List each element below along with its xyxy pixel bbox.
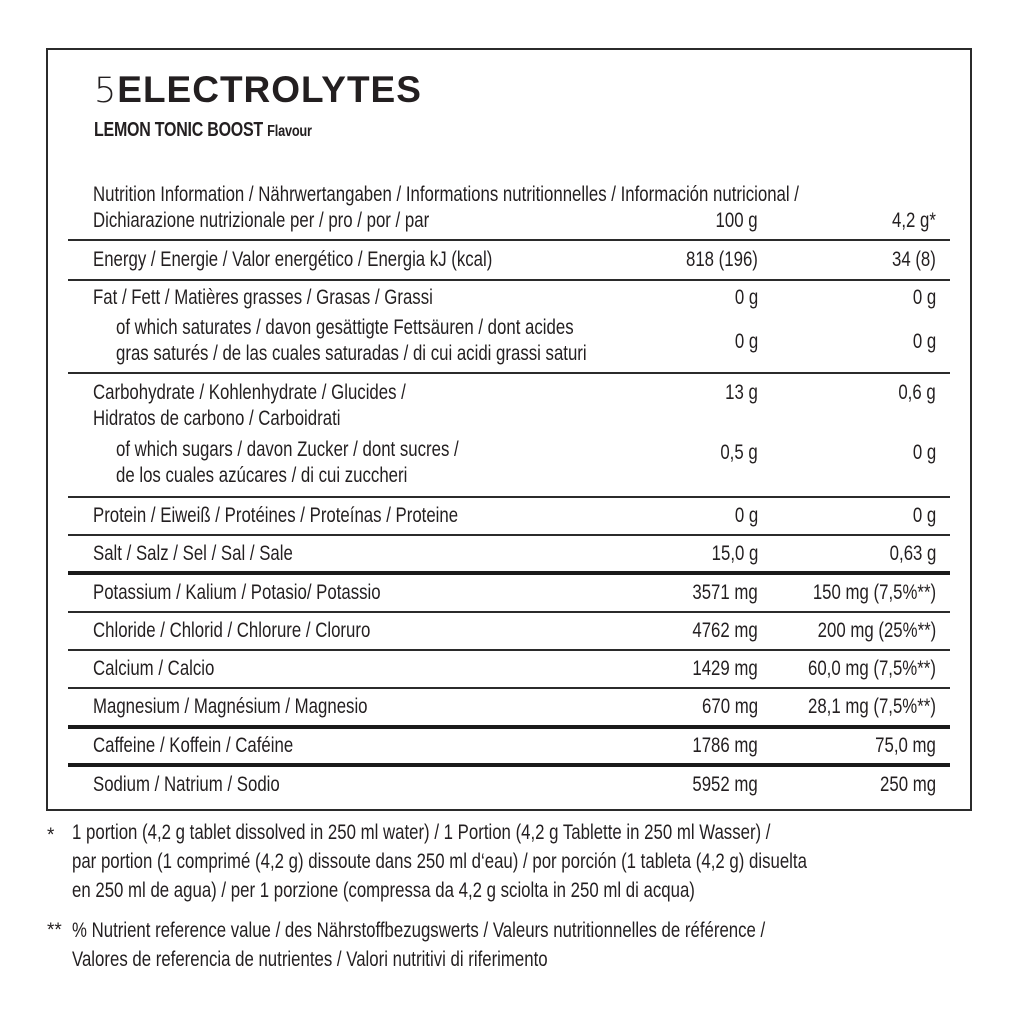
row-chloride-per-100g: 4762 mg xyxy=(692,619,758,642)
brand-number: 5 xyxy=(94,71,118,111)
section-divider xyxy=(68,571,950,575)
row-calcium-per-100g: 1429 mg xyxy=(692,657,758,680)
row-carbohydrate-per-portion: 0,6 g xyxy=(898,381,936,404)
footnote-mark-double: ** xyxy=(47,920,62,941)
row-salt-per-portion: 0,63 g xyxy=(889,542,936,565)
row-divider xyxy=(68,649,950,651)
row-carbohydrate-per-100g: 13 g xyxy=(725,381,758,404)
column-header-per-portion: 4,2 g* xyxy=(892,209,936,232)
row-divider xyxy=(68,372,950,374)
row-magnesium-per-100g: 670 mg xyxy=(701,695,758,718)
row-fat-label: Fat / Fett / Matières grasses / Grasas / Grassi xyxy=(93,286,433,309)
table-intro-line-2: Dichiarazione nutrizionale per / pro / por / par xyxy=(93,209,430,232)
footnote-nrv-line-1: % Nutrient reference value / des Nährstoffbezugswerts / Valeurs nutritionnelles de référence / xyxy=(72,919,766,942)
flavour-name: LEMON TONIC BOOST xyxy=(94,119,263,141)
row-divider xyxy=(68,687,950,689)
row-salt-per-100g: 15,0 g xyxy=(711,542,758,565)
brand-title xyxy=(94,68,422,113)
footnote-nrv-line-2: Valores de referencia de nutrientes / Valori nutritivi di riferimento xyxy=(72,948,548,971)
row-carbohydrate-label-1: Carbohydrate / Kohlenhydrate / Glucides / xyxy=(93,381,406,404)
column-header-per-100g: 100 g xyxy=(715,209,758,232)
row-energy-per-100g: 818 (196) xyxy=(686,248,758,271)
footnote-portion-line-2: par portion (1 comprimé (4,2 g) dissoute dans 250 ml d‘eau) / por porción (1 tableta (4,2 g) disuelta xyxy=(72,850,807,873)
row-caffeine-label: Caffeine / Koffein / Caféine xyxy=(93,734,294,757)
row-calcium-label: Calcium / Calcio xyxy=(93,657,215,680)
flavour-title xyxy=(94,118,312,144)
row-energy-label: Energy / Energie / Valor energético / Energia kJ (kcal) xyxy=(93,248,493,271)
row-potassium-per-portion: 150 mg (7,5%**) xyxy=(812,581,936,604)
row-sugars-label-2: de los cuales azúcares / di cui zuccheri xyxy=(116,464,408,487)
section-divider xyxy=(68,763,950,767)
footnote-portion-line-3: en 250 ml de agua) / per 1 porzione (compressa da 4,2 g sciolta in 250 ml di acqua) xyxy=(72,879,695,902)
row-potassium-label: Potassium / Kalium / Potasio/ Potassio xyxy=(93,581,381,604)
row-sugars-per-portion: 0 g xyxy=(912,441,936,464)
row-fat-per-portion: 0 g xyxy=(912,286,936,309)
row-saturates-label-2: gras saturés / de las cuales saturadas / di cui acidi grassi saturi xyxy=(116,342,587,365)
row-divider xyxy=(68,279,950,281)
row-carbohydrate-label-2: Hidratos de carbono / Carboidrati xyxy=(93,407,341,430)
row-chloride-per-portion: 200 mg (25%**) xyxy=(817,619,936,642)
flavour-suffix: Flavour xyxy=(267,123,312,140)
row-salt-label: Salt / Salz / Sel / Sal / Sale xyxy=(93,542,293,565)
row-protein-label: Protein / Eiweiß / Protéines / Proteínas / Proteine xyxy=(93,504,459,527)
table-intro-line-1: Nutrition Information / Nährwertangaben / Informations nutritionnelles / Información nutricional / xyxy=(93,183,799,206)
row-magnesium-label: Magnesium / Magnésium / Magnesio xyxy=(93,695,368,718)
row-saturates-per-portion: 0 g xyxy=(912,330,936,353)
row-divider xyxy=(68,239,950,241)
brand-word: ELECTROLYTES xyxy=(117,69,422,110)
row-potassium-per-100g: 3571 mg xyxy=(692,581,758,604)
row-caffeine-per-100g: 1786 mg xyxy=(692,734,758,757)
section-divider xyxy=(68,725,950,729)
row-divider xyxy=(68,611,950,613)
row-saturates-label-1: of which saturates / davon gesättigte Fettsäuren / dont acides xyxy=(116,316,574,339)
row-fat-per-100g: 0 g xyxy=(734,286,758,309)
row-protein-per-100g: 0 g xyxy=(734,504,758,527)
row-sugars-label-1: of which sugars / davon Zucker / dont sucres / xyxy=(116,438,459,461)
row-chloride-label: Chloride / Chlorid / Chlorure / Cloruro xyxy=(93,619,371,642)
row-magnesium-per-portion: 28,1 mg (7,5%**) xyxy=(808,695,936,718)
row-calcium-per-portion: 60,0 mg (7,5%**) xyxy=(808,657,936,680)
row-protein-per-portion: 0 g xyxy=(912,504,936,527)
row-sodium-per-100g: 5952 mg xyxy=(692,773,758,796)
row-saturates-per-100g: 0 g xyxy=(734,330,758,353)
row-divider xyxy=(68,496,950,498)
row-divider xyxy=(68,534,950,536)
row-sugars-per-100g: 0,5 g xyxy=(720,441,758,464)
row-energy-per-portion: 34 (8) xyxy=(892,248,936,271)
footnote-mark-single: * xyxy=(47,825,55,846)
row-sodium-label: Sodium / Natrium / Sodio xyxy=(93,773,280,796)
row-sodium-per-portion: 250 mg xyxy=(879,773,936,796)
row-caffeine-per-portion: 75,0 mg xyxy=(875,734,936,757)
footnote-portion-line-1: 1 portion (4,2 g tablet dissolved in 250 ml water) / 1 Portion (4,2 g Tablette in 250 ml Wasser) / xyxy=(72,821,771,844)
